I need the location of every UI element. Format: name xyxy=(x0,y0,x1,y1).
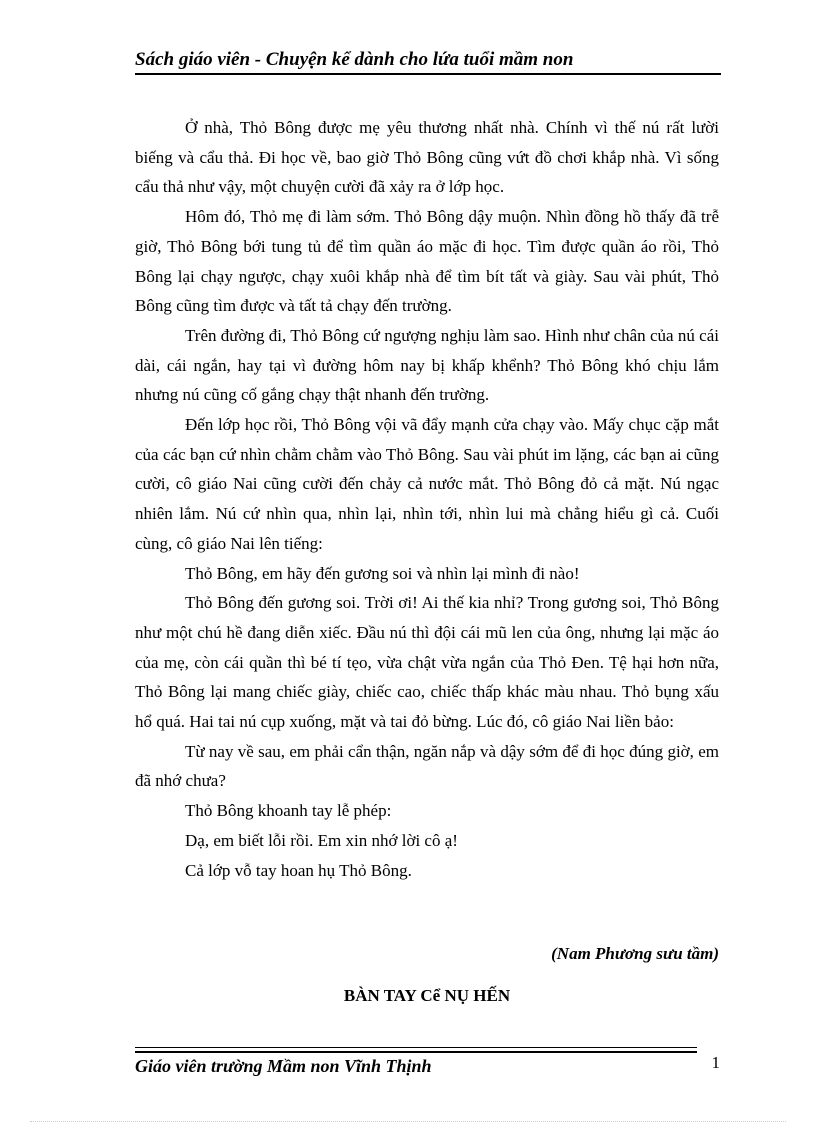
paragraph: Dạ, em biết lỗi rồi. Em xin nhớ lời cô ạ! xyxy=(185,830,458,850)
header-rule xyxy=(135,73,721,75)
footer-rule xyxy=(135,1047,697,1048)
paragraph: Trên đường đi, Thỏ Bông cứ ngượng nghịu làm sao. Hình như chân của nú cái dài, cái ngắn, hay tại vì đường hôm nay bị khấp khểnh? Thỏ Bông khó chịu lắm nhưng nú cũng cố gắng chạy thật nhanh đến trường. xyxy=(135,325,719,405)
footer-text: Giáo viên trường Mầm non Vĩnh Thịnh xyxy=(135,1056,432,1076)
paragraph: Ở nhà, Thỏ Bông được mẹ yêu thương nhất nhà. Chính vì thế nú rất lười biếng và cẩu thả. Đi học về, bao giờ Thỏ Bông cũng vứt đồ chơi khắp nhà. Vì sống cẩu thả như vậy, một chuyện cười đã xảy ra ở lớp học. xyxy=(135,118,719,197)
paragraph: Thỏ Bông, em hãy đến gương soi và nhìn lại mình đi nào! xyxy=(185,563,580,583)
attribution: (Nam Phương sưu tầm) xyxy=(551,944,719,963)
page-edge-dots xyxy=(30,1121,786,1122)
paragraph: Thỏ Bông khoanh tay lễ phép: xyxy=(185,801,392,821)
page-header xyxy=(135,48,721,72)
page-number: 1 xyxy=(711,1053,720,1072)
header-title: Sách giáo viên - Chuyện kể dành cho lứa tuổi mầm non xyxy=(135,49,574,70)
paragraph: Từ nay về sau, em phải cẩn thận, ngăn nắp và dậy sớm để đi học đúng giờ, em đã nhớ chưa? xyxy=(135,741,719,791)
story-body xyxy=(135,113,719,885)
paragraph: Đến lớp học rồi, Thỏ Bông vội vã đẩy mạnh cửa chạy vào. Mấy chục cặp mắt của các bạn cứ nhìn chằm chằm vào Thỏ Bông. Sau vài phút im lặng, các bạn ai cũng cười, cô giáo Nai cũng cười đến chảy cả nước mắt. Thỏ Bông đỏ cả mặt. Nú ngạc nhiên lắm. Nú cứ nhìn qua, nhìn lại, nhìn tới, nhìn lui mà chẳng hiểu gì cả. Cuối cùng, cô giáo Nai lên tiếng: xyxy=(135,415,719,553)
paragraph: Thỏ Bông đến gương soi. Trời ơi! Ai thế kia nhỉ? Trong gương soi, Thỏ Bông như một chú hề đang diễn xiếc. Đầu nú thì đội cái mũ len của ông, nhưng lại mặc áo của mẹ, còn cái quần thì bé tí tẹo, vừa chật vừa ngắn của Thỏ Đen. Tệ hại hơn nữa, Thỏ Bông lại mang chiếc giày, chiếc cao, chiếc thấp khác màu nhau. Thỏ bụng xấu hổ quá. Hai tai nú cụp xuống, mặt và tai đỏ bừng. Lúc đó, cô giáo Nai liền bảo: xyxy=(135,593,719,732)
paragraph: Cả lớp vỗ tay hoan hụ Thỏ Bông. xyxy=(185,860,412,880)
next-story-title: BÀN TAY Cể NỤ HẾN xyxy=(343,986,511,1005)
paragraph: Hôm đó, Thỏ mẹ đi làm sớm. Thỏ Bông dậy muộn. Nhìn đồng hồ thấy đã trễ giờ, Thỏ Bông bới tung tủ để tìm quần áo mặc đi học. Tìm được quần áo rồi, Thỏ Bông lại chạy ngược, chạy xuôi khắp nhà để tìm bít tất và giày. Sau vài phút, Thỏ Bông cũng tìm được và tất tả chạy đến trường. xyxy=(135,207,719,316)
footer-rule-thick xyxy=(135,1051,697,1053)
